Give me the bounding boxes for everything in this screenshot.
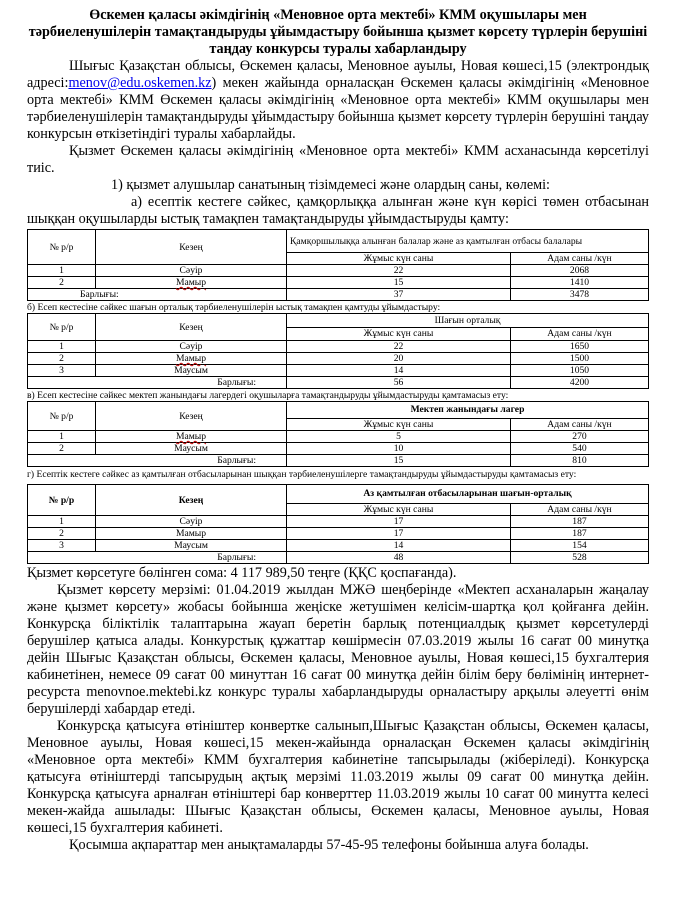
cell-days: 20	[287, 353, 511, 365]
table-row	[28, 516, 649, 528]
total-days: 37	[287, 289, 511, 301]
cell-num: 1	[28, 431, 96, 443]
cell-num: 1	[28, 516, 96, 528]
header-num: № р/р	[28, 314, 96, 341]
header-days: Жұмыс күн саны	[287, 327, 511, 341]
cell-period: Мамыр	[96, 431, 287, 443]
cell-period: Мамыр	[96, 353, 287, 365]
table-c	[27, 401, 649, 467]
intro-text-end: ) мекен жайында орналасқан Өскемен қаласы әкімдігінің «Меновное орта мектебі» КММ Өскемен қаласы әкімдігінің «Меновное орта мектебі» КММ оқушылары мен тәрбиеленушілерін тамақтандыруды ұйымдастыру бойынша қызмет көрсету түрлерін берушіні таңдау конкурсын өткізетіндігі туралы хабарлайды.	[27, 75, 649, 142]
cell-period: Мамыр	[96, 277, 287, 289]
header-num: № р/р	[28, 230, 96, 265]
term-paragraph: Қызмет көрсету мерзімі: 01.04.2019 жылдан МЖӘ шеңберінде «Мектеп асханаларын жаңалау және қызмет көрсету» жобасы бойынша жеңіске жетушімен келісім-шартқа қол қойғанға дейін. Конкурсқа біліктілік талаптарына жауап беретін барлық потенциалдық қызмет көрсетулерді берушілер қатыса алады. Конкурстық құжаттар көшірмесін 07.03.2019 жылы 16 сағат 00 минутқа дейін Шығыс Қазақстан облысы, Өскемен қаласы, Меновное ауылы, Новая көшесі,15 бухгалтерия кабинетінен, немесе 09 сағат 00 минуттан 16 сағат 00 минутқа дейін білім беру бөлімінің интернет-ресурста menovnoe.mektebi.kz конкурс туралы хабарландыруды орналастыру арқылы әлеуетті өнім берушілерді хабардар етеді.	[27, 582, 649, 717]
total-row	[28, 455, 649, 467]
total-label: Барлығы:	[28, 289, 287, 301]
document-title: Өскемен қаласы әкімдігінің «Меновное орта мектебі» КММ оқушылары мен тәрбиеленушілерін тамақтандыруды ұйымдастыру бойынша қызмет көрсету түрлерін берушіні таңдау конкурсы туралы хабарландыру	[28, 7, 648, 57]
cell-people: 2068	[511, 265, 649, 277]
item-1: 1) қызмет алушылар санатының тізімдемесі және олардың саны, көлемі:	[111, 177, 550, 193]
header-num: № р/р	[28, 485, 96, 516]
table-row	[28, 341, 649, 353]
cell-people: 270	[511, 431, 649, 443]
cell-num: 1	[28, 341, 96, 353]
cell-people: 1410	[511, 277, 649, 289]
total-days: 15	[287, 455, 511, 467]
cell-people: 187	[511, 516, 649, 528]
service-place-paragraph: Қызмет Өскемен қаласы әкімдігінің «Меновное орта мектебі» КММ асханасында көрсетілуі тиіс.	[27, 143, 649, 176]
header-group: Қамқоршылыққа алынған балалар және аз қамтылған отбасы балалары	[287, 230, 649, 253]
intro-text: Шығыс Қазақстан облысы, Өскемен қаласы, Меновное ауылы, Новая көшесі,15 (электрондық адресі:	[27, 58, 649, 91]
cell-period: Сәуір	[96, 341, 287, 353]
caption-b: б) Есеп кестесіне сәйкес шағын орталық тәрбиеленушілерін ыстық тамақпен қамтуды ұйымдастыру:	[27, 302, 441, 313]
header-group: Мектеп жанындағы лагер	[287, 402, 649, 419]
item-a: а) есептік кестеге сәйкес, қамқорлыққа алынған және күн көрісі төмен отбасынан шыққан оқушыларды ыстық тамақпен тамақтандыруды ұйымдастыруды қамту:	[27, 194, 649, 227]
cell-period: Маусым	[96, 540, 287, 552]
header-period: Кезең	[96, 230, 287, 265]
table-row	[28, 431, 649, 443]
total-row	[28, 552, 649, 564]
cell-days: 22	[287, 265, 511, 277]
cell-num: 2	[28, 353, 96, 365]
cell-num: 2	[28, 443, 96, 455]
header-people: Адам саны /күн	[511, 327, 649, 341]
header-days: Жұмыс күн саны	[287, 503, 511, 515]
header-people: Адам саны /күн	[511, 503, 649, 515]
cell-period: Маусым	[96, 443, 287, 455]
cell-num: 2	[28, 277, 96, 289]
table-row	[28, 540, 649, 552]
cell-period: Сәуір	[96, 265, 287, 277]
total-label: Барлығы:	[28, 455, 287, 467]
cell-people: 1050	[511, 365, 649, 377]
table-row	[28, 353, 649, 365]
table-row	[28, 443, 649, 455]
header-period: Кезең	[96, 485, 287, 516]
table-d	[27, 484, 649, 564]
cell-days: 10	[287, 443, 511, 455]
total-label: Барлығы:	[28, 377, 287, 389]
header-period: Кезең	[96, 314, 287, 341]
cell-people: 187	[511, 528, 649, 540]
table-row	[28, 528, 649, 540]
table-b	[27, 313, 649, 389]
header-group: Аз қамтылған отбасыларынан шағын-орталық	[287, 485, 649, 504]
table-a	[27, 229, 649, 301]
cell-num: 2	[28, 528, 96, 540]
cell-days: 17	[287, 516, 511, 528]
cell-period: Мамыр	[96, 528, 287, 540]
cell-num: 3	[28, 540, 96, 552]
cell-days: 14	[287, 540, 511, 552]
cell-people: 1650	[511, 341, 649, 353]
cell-days: 17	[287, 528, 511, 540]
header-people: Адам саны /күн	[511, 253, 649, 265]
cell-days: 22	[287, 341, 511, 353]
total-row	[28, 377, 649, 389]
header-num: № р/р	[28, 402, 96, 431]
cell-period: Сәуір	[96, 516, 287, 528]
header-days: Жұмыс күн саны	[287, 418, 511, 430]
total-days: 48	[287, 552, 511, 564]
total-label: Барлығы:	[28, 552, 287, 564]
total-people: 4200	[511, 377, 649, 389]
cell-num: 1	[28, 265, 96, 277]
total-days: 56	[287, 377, 511, 389]
header-days: Жұмыс күн саны	[287, 253, 511, 265]
header-people: Адам саны /күн	[511, 418, 649, 430]
email-link[interactable]: menov@edu.oskemen.kz	[68, 75, 212, 91]
amount-paragraph: Қызмет көрсетуге бөлінген сома: 4 117 989,50 теңге (ҚҚС қоспағанда).	[27, 565, 457, 581]
cell-people: 540	[511, 443, 649, 455]
intro-paragraph	[27, 58, 649, 143]
total-row	[28, 289, 649, 301]
header-period: Кезең	[96, 402, 287, 431]
submission-paragraph: Конкурсқа қатысуға өтініштер конвертке салынып,Шығыс Қазақстан облысы, Өскемен қаласы, Меновное ауылы, Новая көшесі,15 мекен-жайында орналасқан Өскемен қаласы әкімдігінің «Меновное орта мектебі» КММ бухгалтерия кабинетіне тапсырылады (жіберіледі). Конкурсқа қатысуға өтініштерді тапсырудың ақтық мерзімі 11.03.2019 жылы 09 сағат 00 минутқа дейін. Конкурсқа қатысуға арналған өтініштері бар конверттер 11.03.2019 жылы 10 сағат 00 минутта келесі мекен-жайда ашылады: Шығыс Қазақстан облысы, Өскемен қаласы, Меновное ауылы, Новая көшесі,15 бухгалтерия кабинеті.	[27, 718, 649, 836]
cell-people: 1500	[511, 353, 649, 365]
total-people: 528	[511, 552, 649, 564]
cell-days: 5	[287, 431, 511, 443]
cell-days: 14	[287, 365, 511, 377]
cell-period: Маусым	[96, 365, 287, 377]
caption-d: г) Есептік кестеге сәйкес аз қамтылған отбасыларынан шыққан тәрбиеленушілерге тамақтандыруды ұйымдастыруды қамтамасыз ету:	[27, 469, 577, 480]
contact-paragraph: Қосымша ақпараттар мен анықтамаларды 57-45-95 телефоны бойынша алуға болады.	[69, 837, 589, 853]
caption-c: в) Есеп кестесіне сәйкес мектеп жанындағы лагердегі оқушыларға тамақтандыруды ұйымдастыруды қамтамасыз ету:	[27, 390, 509, 401]
table-row	[28, 265, 649, 277]
total-people: 810	[511, 455, 649, 467]
cell-days: 15	[287, 277, 511, 289]
table-row	[28, 365, 649, 377]
cell-people: 154	[511, 540, 649, 552]
header-group: Шағын орталық	[287, 314, 649, 328]
announcement-page	[27, 0, 649, 854]
total-people: 3478	[511, 289, 649, 301]
table-row	[28, 277, 649, 289]
cell-num: 3	[28, 365, 96, 377]
